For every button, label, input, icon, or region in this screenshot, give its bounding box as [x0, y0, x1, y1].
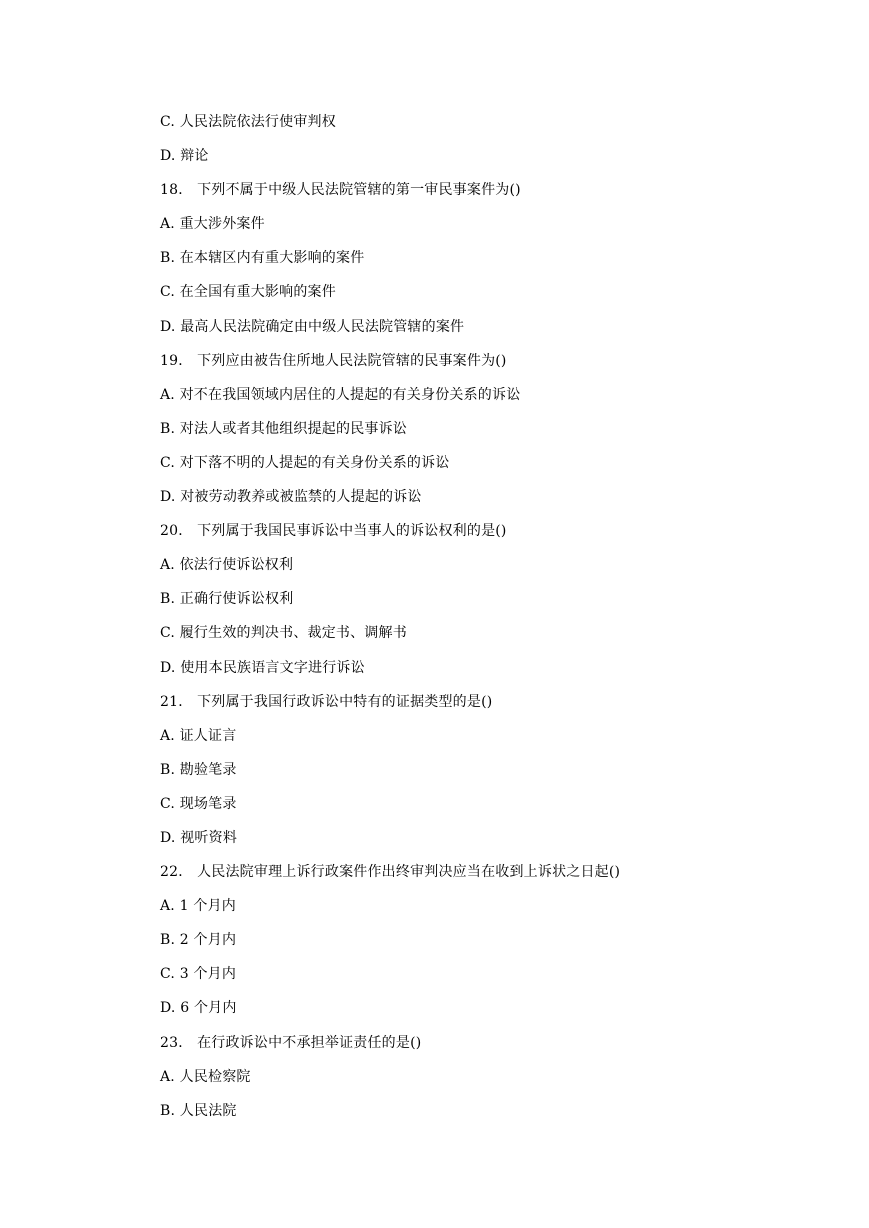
- q21-option-c: C. 现场笔录: [160, 795, 237, 812]
- q23-option-b: B. 人民法院: [160, 1102, 237, 1119]
- q21-option-b: B. 勘验笔录: [160, 761, 237, 778]
- q21-option-a: A. 证人证言: [160, 727, 237, 744]
- q18-option-b: B. 在本辖区内有重大影响的案件: [160, 250, 365, 267]
- q21-option-d: D. 视听资料: [160, 829, 238, 846]
- q18-option-d: D. 最高人民法院确定由中级人民法院管辖的案件: [160, 318, 465, 335]
- question-23: 23． 在行政诉讼中不承担举证责任的是(): [160, 1034, 422, 1051]
- question-21: 21． 下列属于我国行政诉讼中特有的证据类型的是(): [160, 693, 493, 710]
- q19-option-d: D. 对被劳动教养或被监禁的人提起的诉讼: [160, 489, 422, 506]
- question-22: 22． 人民法院审理上诉行政案件作出终审判决应当在收到上诉状之日起(): [160, 864, 621, 881]
- q22-option-a: A. 1 个月内: [160, 898, 236, 915]
- question-20: 20． 下列属于我国民事诉讼中当事人的诉讼权利的是(): [160, 523, 507, 540]
- q23-option-a: A. 人民检察院: [160, 1068, 251, 1085]
- q18-option-a: A. 重大涉外案件: [160, 216, 265, 233]
- q22-option-d: D. 6 个月内: [160, 1000, 237, 1017]
- q19-option-a: A. 对不在我国领域内居住的人提起的有关身份关系的诉讼: [160, 386, 521, 403]
- q22-option-c: C. 3 个月内: [160, 966, 237, 983]
- q22-option-b: B. 2 个月内: [160, 932, 237, 949]
- option-c-line: C. 人民法院依法行使审判权: [160, 114, 336, 130]
- q19-option-c: C. 对下落不明的人提起的有关身份关系的诉讼: [160, 454, 450, 471]
- q20-option-b: B. 正确行使诉讼权利: [160, 591, 294, 608]
- q18-option-c: C. 在全国有重大影响的案件: [160, 284, 336, 301]
- question-list: [160, 111, 800, 1134]
- q20-option-d: D. 使用本民族语言文字进行诉讼: [160, 659, 365, 676]
- option-d-line: D. 辩论: [160, 148, 209, 165]
- question-19: 19． 下列应由被告住所地人民法院管辖的民事案件为(): [160, 352, 507, 369]
- q20-option-a: A. 依法行使诉讼权利: [160, 557, 294, 574]
- q20-option-c: C. 履行生效的判决书、裁定书、调解书: [160, 625, 407, 642]
- q19-option-b: B. 对法人或者其他组织提起的民事诉讼: [160, 420, 407, 437]
- question-18: 18． 下列不属于中级人民法院管辖的第一审民事案件为(): [160, 182, 521, 199]
